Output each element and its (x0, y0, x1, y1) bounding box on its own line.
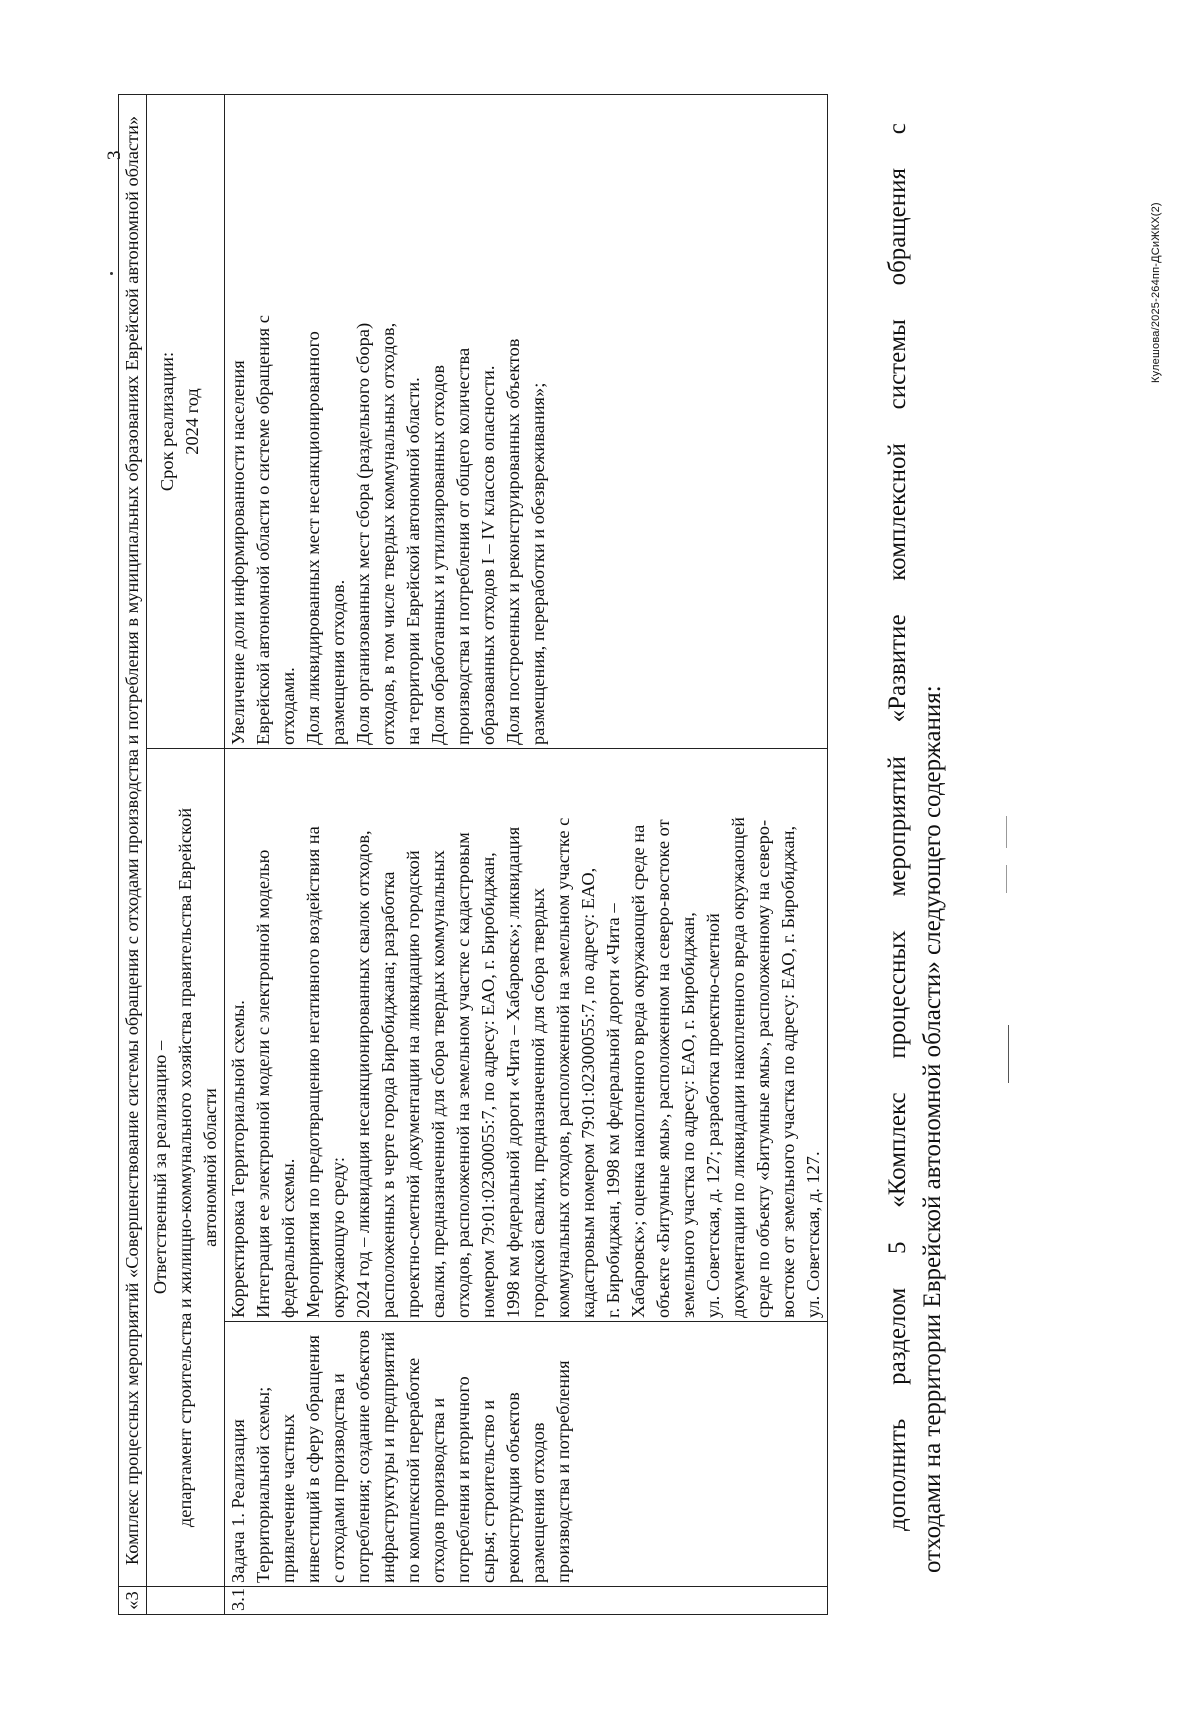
scan-stroke (1006, 865, 1007, 893)
measures-line: Мероприятия по предотвращению негативного воздействия на (303, 826, 323, 1318)
measures-line: проектно-сметной документации на ликвидацию городской (403, 850, 423, 1318)
measures-line: объекте «Битумные ямы», расположенном на северо-востоке от (653, 819, 673, 1318)
measures-line: ул. Советская, д. 127. (803, 1151, 823, 1318)
srok-line: Срок реализации: (157, 351, 177, 492)
measures-line: коммунальных отходов, расположенной на земельном участке с (553, 817, 573, 1318)
results-line: Еврейской автономной области о системе обращения с (253, 315, 273, 745)
append-word: дополнить (884, 1418, 911, 1531)
append-word: мероприятий (884, 756, 911, 897)
measures-line: земельного участка по адресу: ЕАО, г. Биробиджан, (678, 912, 698, 1318)
task-row (225, 94, 828, 1614)
task-cell (225, 1322, 828, 1587)
results-line: Доля построенных и реконструированных объектов (503, 338, 523, 745)
append-line-1 (880, 123, 915, 1573)
measures-line: Интеграция ее электронной модели с электронной моделью (253, 849, 273, 1318)
measures-line: ул. Советская, д. 127; разработка проектно-сметной (703, 913, 723, 1318)
results-line: образованных отходов I – IV классов опасности. (478, 365, 498, 745)
measures-line: Корректировка Территориальной схемы. (228, 1000, 248, 1318)
srok-line: 2024 год (182, 388, 202, 455)
append-word: «Развитие (884, 614, 911, 723)
task-line: сырья; строительство и (478, 1399, 498, 1583)
measures-table (118, 94, 828, 1615)
task-line: с отходами производства и (328, 1373, 348, 1583)
measures-line: окружающую среду: (328, 1156, 348, 1318)
results-line: размещения, переработки и обезвреживания»; (528, 382, 548, 745)
responsible-line: автономной области (200, 1088, 220, 1247)
append-word: «Комплекс (884, 1092, 911, 1208)
task-line: реконструкция объектов (503, 1392, 523, 1583)
results-cell (225, 94, 828, 748)
append-word: 5 (884, 1241, 911, 1254)
results-line: размещения отходов. (328, 579, 348, 745)
responsible-line: Ответственный за реализацию – (150, 1040, 170, 1295)
scan-stroke (1008, 1025, 1009, 1083)
append-paragraph (880, 123, 950, 1573)
header-num-cell: «3 (119, 1587, 147, 1615)
results-line: Увеличение доли информированности населения (228, 360, 248, 745)
task-line: размещения отходов (528, 1422, 548, 1583)
append-word: процессных (884, 930, 911, 1059)
responsible-line: департамент строительства и жилищно-коммунального хозяйства правительства Еврейской (175, 807, 195, 1528)
measures-line: среде по объекту «Битумные ямы», расположенному на северо- (753, 819, 773, 1318)
task-num-cell: 3.1 (225, 1587, 828, 1615)
append-word: разделом (884, 1287, 911, 1385)
append-word: с (884, 123, 911, 135)
measures-line: документации по ликвидации накопленного вреда окружающей (728, 817, 748, 1318)
measures-line: расположенных в черте города Биробиджана; разработка (378, 871, 398, 1318)
append-word: обращения (884, 168, 911, 286)
measures-line: г. Биробиджан, 1998 км федеральной дороги «Чита – (603, 903, 623, 1318)
results-line: производства и потребления от общего количества (453, 347, 473, 745)
append-word: системы (884, 319, 911, 410)
measures-line: 1998 км федеральной дороги «Чита – Хабаровск»; ликвидация (503, 826, 523, 1318)
results-line: отходов, в том числе твердых коммунальных отходов, (378, 322, 398, 745)
measures-cell (225, 749, 828, 1322)
task-line: отходов производства и (428, 1397, 448, 1583)
srok-cell (147, 94, 225, 748)
measures-line: 2024 год – ликвидация несанкционированных свалок отходов, (353, 830, 373, 1318)
measures-line: номером 79:01:02300055:7, по адресу: ЕАО, г. Биробиджан, (478, 852, 498, 1318)
task-line: потребления; создание объектов (353, 1330, 373, 1583)
scan-dot (110, 272, 113, 275)
task-line: производства и потребления (553, 1360, 573, 1583)
results-line: Доля ликвидированных мест несанкционированного (303, 331, 323, 745)
measures-line: свалки, предназначенной для сбора твердых коммунальных (428, 850, 448, 1318)
responsible-row (147, 94, 225, 1614)
table-header-row (119, 94, 147, 1614)
task-line: потребления и вторичного (453, 1376, 473, 1583)
measures-line: востоке от земельного участка по адресу: ЕАО, г. Биробиджан, (778, 825, 798, 1318)
results-line: Доля организованных мест сбора (раздельного сбора) (353, 322, 373, 745)
responsible-cell (147, 749, 225, 1587)
scan-stroke (1006, 816, 1007, 848)
measures-line: Хабаровск»; оценка накопленного вреда окружающей среде на (628, 824, 648, 1318)
document-code: Кулешова/2025-264пп-ДСиЖКХ(2) (1150, 202, 1162, 383)
results-line: отходами. (278, 667, 298, 745)
results-line: Доля обработанных и утилизированных отходов (428, 364, 448, 745)
append-word: комплексной (884, 443, 911, 581)
task-line: по комплексной переработке (403, 1357, 423, 1583)
task-line: Территориальной схемы; (253, 1386, 273, 1583)
header-title-cell: Комплекс процессных мероприятий «Совершенствование системы обращения с отходами производства и потребления в муниципальных образованиях Еврейской автономной области» (119, 94, 147, 1586)
append-line-2: отходами на территории Еврейской автономной области» следующего содержания: (919, 685, 946, 1573)
measures-line: отходов, расположенной на земельном участке с кадастровым (453, 832, 473, 1318)
measures-line: федеральной схемы. (278, 1158, 298, 1318)
task-line: Задача 1. Реализация (228, 1419, 248, 1583)
measures-line: городской свалки, предназначенной для сбора твердых (528, 887, 548, 1318)
task-line: инфраструктуры и предприятий (378, 1331, 398, 1583)
empty-num-cell (147, 1587, 225, 1615)
task-line: инвестиций в сферу обращения (303, 1335, 323, 1583)
page-number: 3 (104, 150, 125, 160)
measures-line: кадастровым номером 79:01:02300055:7, по адресу: ЕАО, (578, 867, 598, 1318)
task-line: привлечение частных (278, 1413, 298, 1583)
results-line: на территории Еврейской автономной области. (403, 377, 423, 745)
